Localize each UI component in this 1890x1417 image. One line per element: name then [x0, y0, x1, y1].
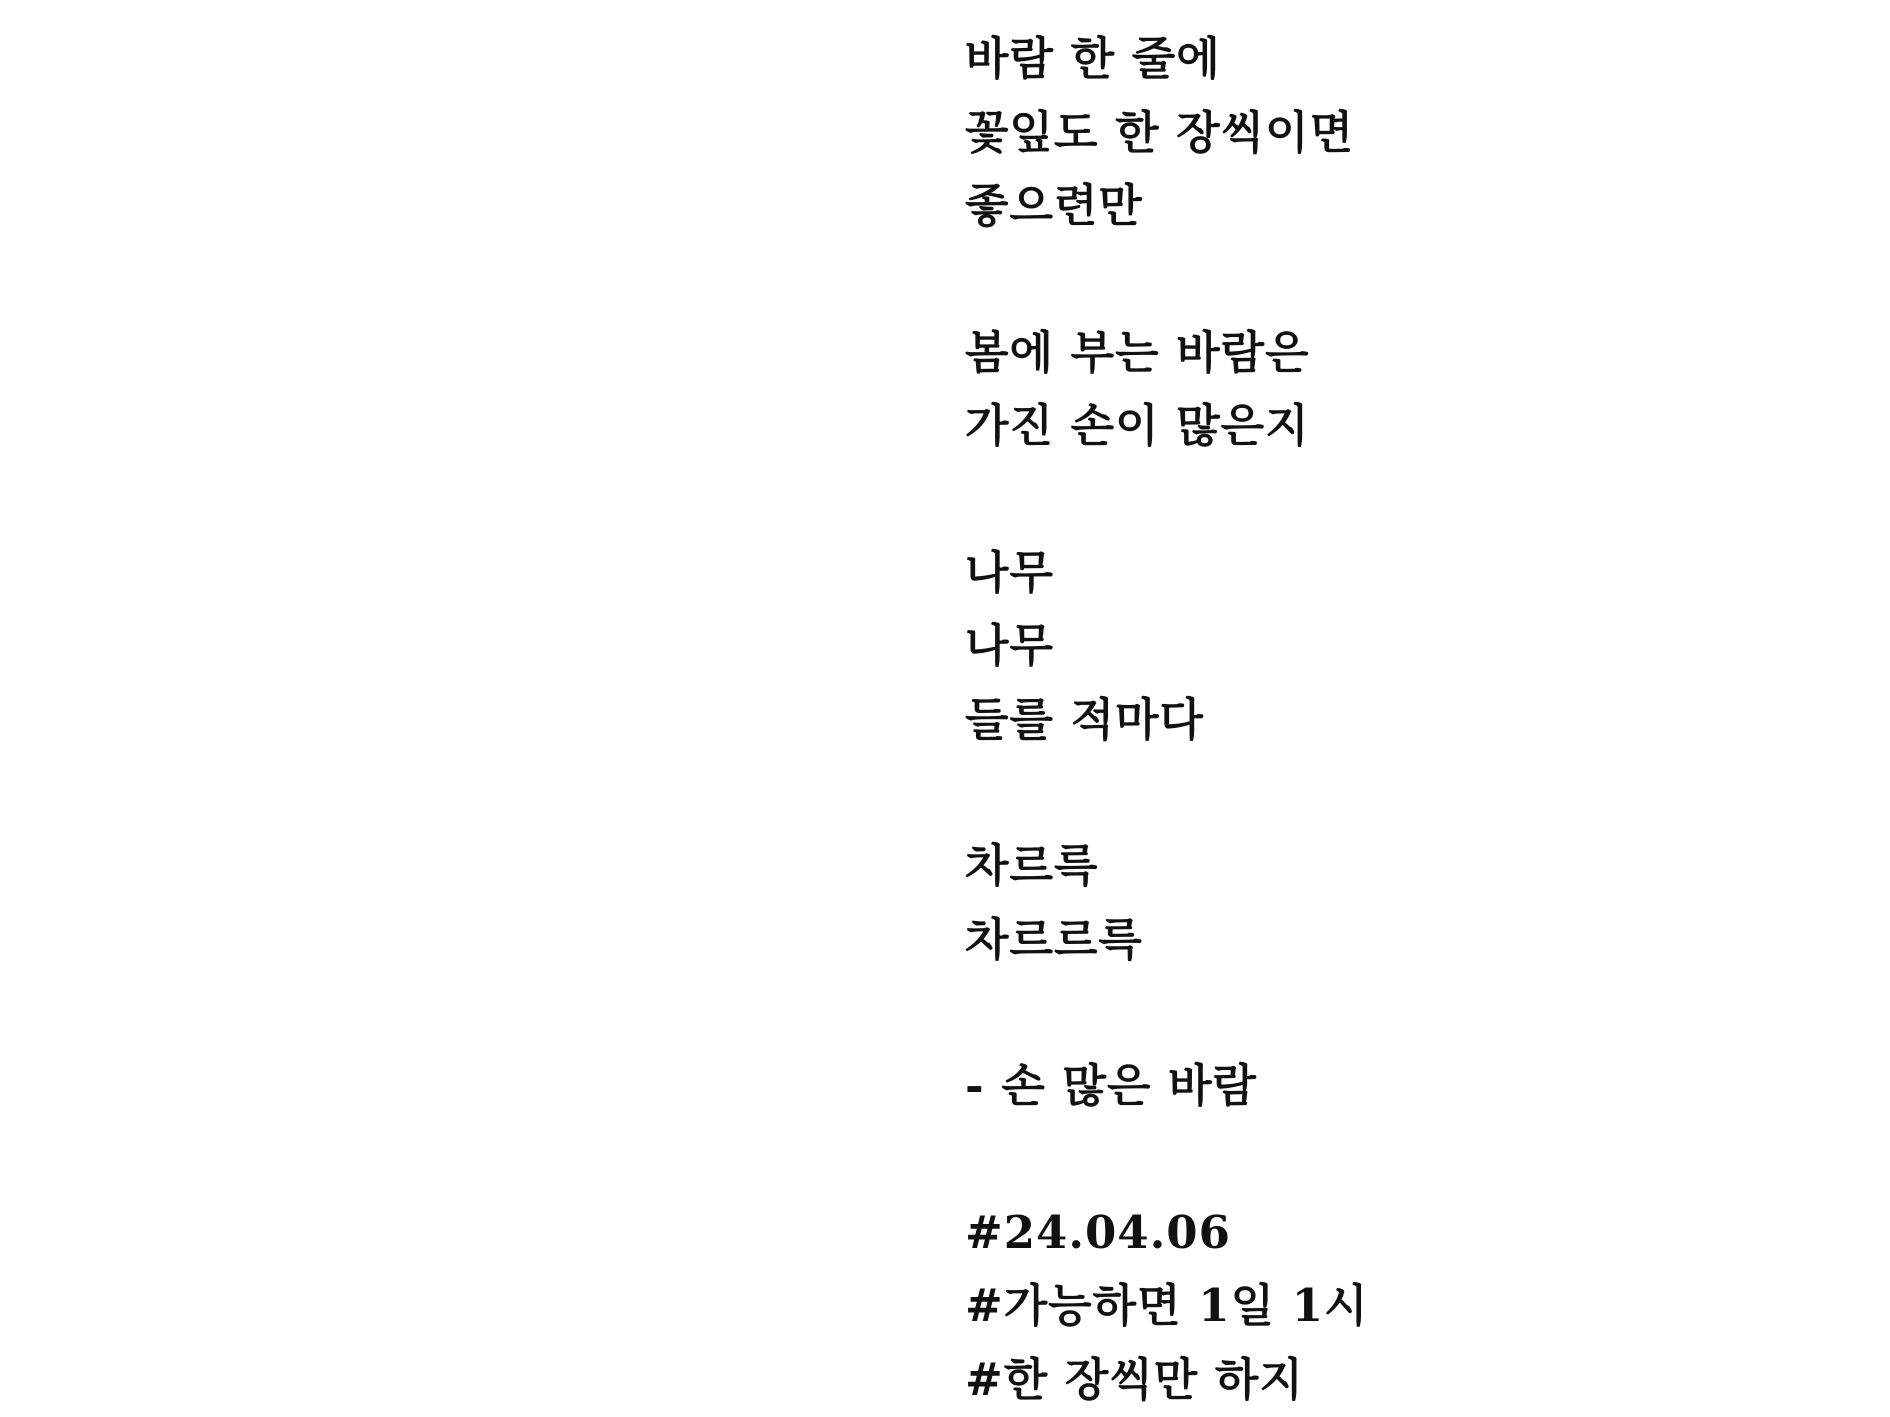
hashtag-list [965, 1196, 1865, 1417]
poem-line: 꽃잎도 한 장씩이면 [965, 105, 1355, 159]
poem-line: 나무 [965, 545, 1054, 599]
stanza-4 [965, 829, 1865, 976]
poem-line: 나무 [965, 619, 1054, 672]
stanza-2 [965, 316, 1865, 463]
hashtag: #가능하면 1일 1시 [965, 1279, 1369, 1332]
poem-title-signature [965, 1049, 1865, 1123]
poem-line: 들를 적마다 [965, 692, 1205, 746]
stanza-1 [965, 22, 1865, 243]
poem-line: 차르르륵 [965, 912, 1143, 966]
poem-line: 가진 손이 많은지 [965, 399, 1310, 452]
poem-line: 좋으련만 [965, 179, 1143, 232]
poem-body [965, 22, 1865, 1416]
hashtag: #24.04.06 [965, 1205, 1231, 1259]
poem-line: 차르륵 [965, 839, 1099, 892]
poem-line: 바람 한 줄에 [965, 32, 1221, 85]
poem-line: 봄에 부는 바람은 [965, 325, 1310, 379]
poem-title-line: - 손 많은 바람 [965, 1059, 1258, 1112]
stanza-3 [965, 536, 1865, 757]
hashtag: #한 장씩만 하지 [965, 1352, 1304, 1406]
